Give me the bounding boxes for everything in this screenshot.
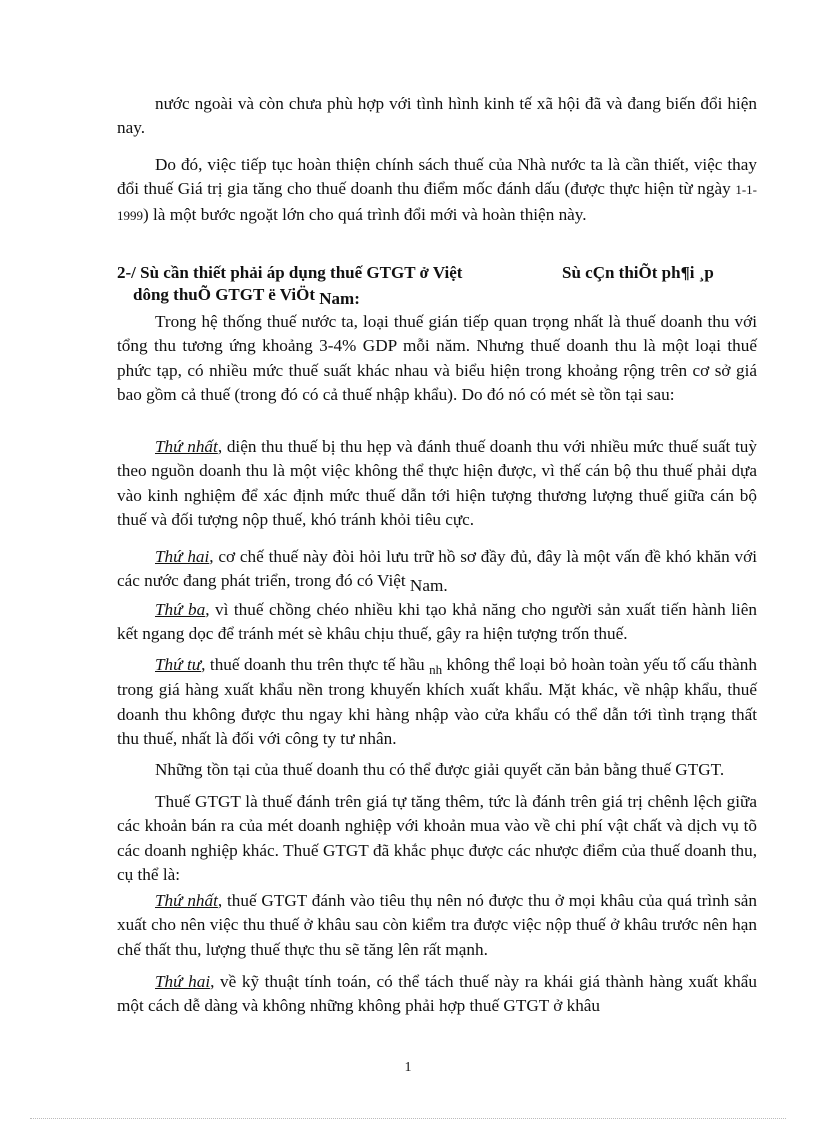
paragraph-garbled: nh: [429, 662, 443, 677]
paragraph-text: Thuế GTGT là thuế đánh trên giá tự tăng thêm, tức là đánh trên giá trị chênh lệch giữa các khoản bán ra của mét doanh nghiệp với khoản mua vào về chi phí vật chất và dịch vụ tõ các doanh nghiệp khác. Thuế GTGT đã khắc phục được các nhược điểm của thuế doanh thu, cụ thể là:: [117, 792, 757, 885]
paragraph-lead: Thứ hai: [155, 547, 210, 566]
heading-line-2: [133, 284, 360, 306]
paragraph-text: Trong hệ thống thuế nước ta, loại thuế gián tiếp quan trọng nhất là thuế doanh thu với tổng thu tương ứng khoảng 3-4% GDP mỗi năm. Nhưng thuế doanh thu là một loại thuế phức tạp, có nhiều mức thuế suất khác nhau và biểu hiện trong khoảng rộng trên cơ sở giá bao gồm cả thuế (trong đó có cả thuế nhập khẩu). Do đó nó có mét sè tồn tại sau:: [117, 312, 757, 405]
paragraph-first-issue: [117, 435, 757, 533]
paragraph-text: , diện thu thuế bị thu hẹp và đánh thuế doanh thu với nhiều mức thuế suất tuỳ theo nguồn doanh thu là một việc không thể thực hiện được, vì thế cán bộ thu thuế phải dựa vào kinh nghiệm để xác định mức thuế dẫn tới hiện tượng thương lượng thuế giữa cán bộ thuế và đối tượng nộp thuế, khó tránh khỏi tiêu cực.: [117, 437, 757, 530]
paragraph-intro: [117, 92, 757, 141]
paragraph-vat-first: [117, 889, 757, 962]
heading-end: Nam:: [319, 289, 360, 308]
page-number: 1: [404, 1060, 412, 1075]
paragraph-text: , về kỹ thuật tính toán, có thể tách thuế này ra khái giá thành hàng xuất khẩu một cách dễ dàng và không những không phải hợp thuế GTGT ở khâu: [117, 972, 757, 1016]
paragraph-fourth-issue: [117, 653, 757, 752]
paragraph-lead: Thứ hai: [155, 972, 211, 991]
paragraph-text: Những tồn tại của thuế doanh thu có thể được giải quyết căn bản bằng thuế GTGT.: [155, 760, 725, 779]
paragraph-vat-definition: [117, 790, 757, 888]
paragraph-text: , cơ chế thuế này đòi hỏi lưu trữ hồ sơ đầy đủ, đây là một vấn đề khó khăn với các nước đang phát triển, trong đó có Việt: [117, 547, 757, 591]
paragraph-second-issue: [117, 545, 757, 594]
heading-line-1: 2-/ Sù cần thiết phải áp dụng thuế GTGT ở Việt: [117, 263, 463, 282]
paragraph-lead: Thứ ba: [155, 600, 206, 619]
paragraph-text: , thuế GTGT đánh vào tiêu thụ nên nó được thu ở mọi khâu của quá trình sản xuất cho nên việc thu thuế ở khâu sau còn kiểm tra được việc nộp thuế ở khâu trước nên hạn chế thất thu, lượng thuế thực thu sẽ tăng lên rất mạnh.: [117, 891, 757, 959]
paragraph-text: Do đó, việc tiếp tục hoàn thiện chính sách thuế của Nhà nước ta là cần thiết, việc thay đổi thuế Giá trị gia tăng cho thuế doanh thu điểm mốc đánh dấu (được thực hiện từ ngày: [117, 155, 757, 199]
heading-garbled-text: Sù cÇn thiÕt ph¶i ¸p: [562, 263, 714, 282]
paragraph-third-issue: [117, 598, 757, 647]
paragraph-text: , thuế doanh thu trên thực tế hầu: [201, 655, 430, 674]
heading-garbled-text-2: dông thuÕ GTGT ë ViÖt: [133, 285, 316, 304]
paragraph-lead: Thứ nhất: [155, 891, 218, 910]
paragraph-end: Nam.: [409, 576, 448, 596]
paragraph-policy: [117, 153, 757, 228]
paragraph-text: , vì thuế chồng chéo nhiều khi tạo khả năng cho người sản xuất tiến hành liên kết ngang dọc để tránh mét sè khâu chịu thuế, gây ra hiện tượng trốn thuế.: [117, 600, 757, 644]
paragraph-lead: Thứ nhất: [155, 437, 218, 456]
paragraph-text: không thể loại bỏ hoàn toàn yếu tố cấu thành trong giá hàng xuất khẩu nền trong khuyến khích xuất khẩu. Mặt khác, về nhập khẩu, thuế doanh thu không được thu ngay khi hàng nhập vào cửa khẩu có thể dẫn tới tình trạng thất thu thuế, nhất là đối với công ty tư nhân.: [117, 655, 757, 749]
paragraph-resolution: [117, 758, 757, 782]
paragraph-background: [117, 310, 757, 408]
paragraph-text: ) là một bước ngoặt lớn cho quá trình đổi mới và hoàn thiện này.: [143, 204, 587, 224]
paragraph-text: nước ngoài và còn chưa phù hợp với tình hình kinh tế xã hội đã và đang biến đổi hiện nay.: [117, 94, 757, 138]
date-text: 1-1-1999: [117, 182, 757, 223]
paragraph-lead: Thứ tư: [155, 655, 202, 674]
page-border-divider: [30, 1118, 786, 1119]
paragraph-vat-second: [117, 970, 757, 1019]
